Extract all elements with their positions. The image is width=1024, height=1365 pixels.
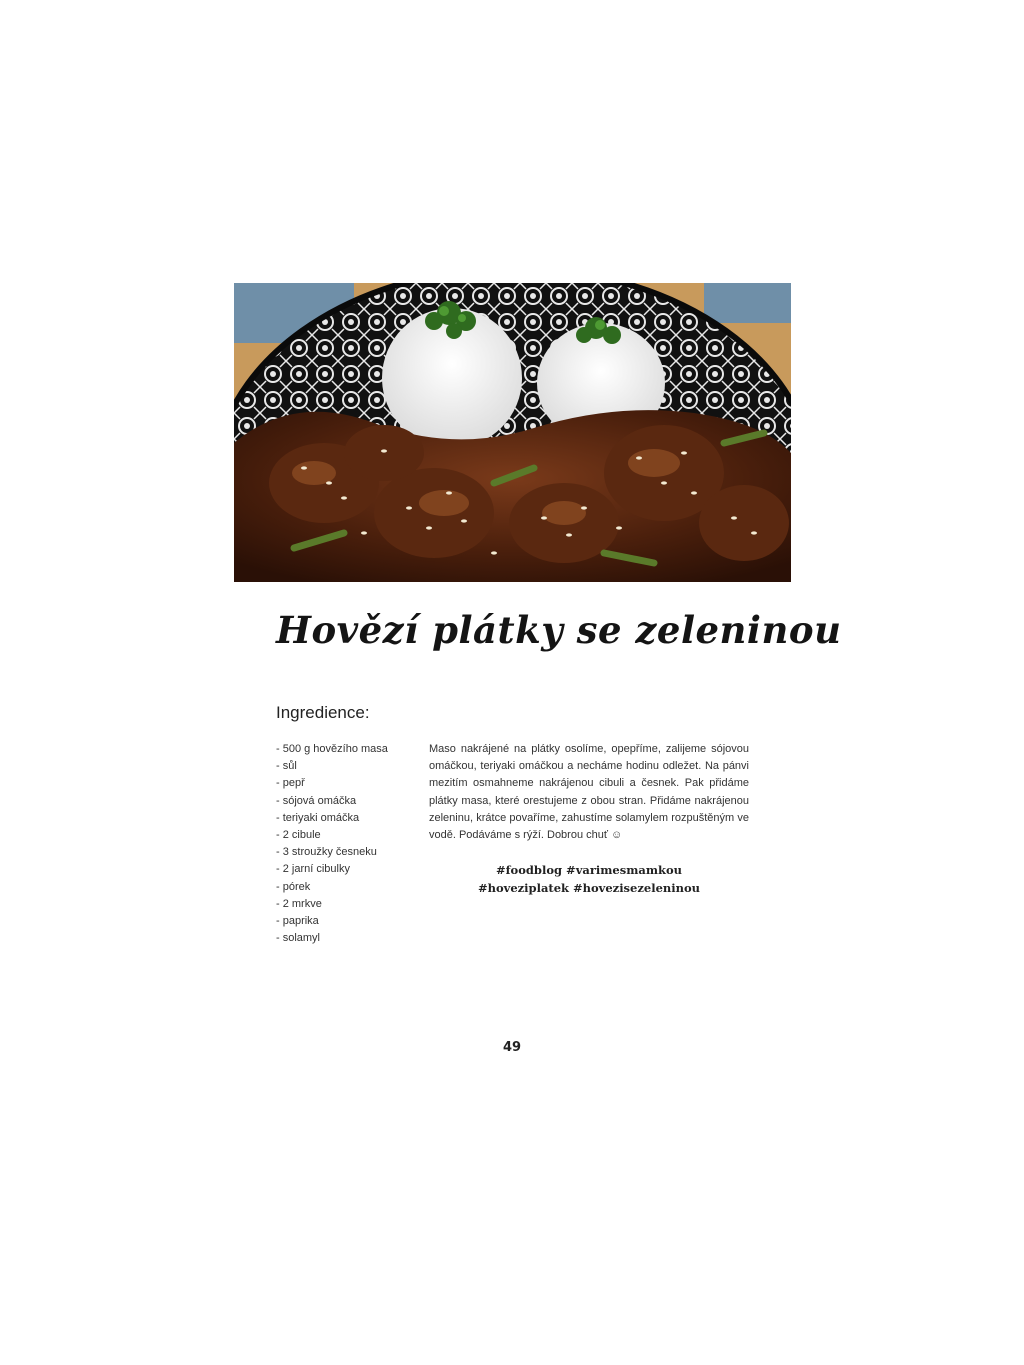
hashtags (429, 861, 749, 897)
ingredient-item: - teriyaki omáčka (276, 811, 360, 824)
ingredient-item: - 2 jarní cibulky (276, 863, 350, 876)
ingredient-item: - paprika (276, 915, 319, 928)
ingredients-heading: Ingredience: (276, 703, 370, 722)
ingredient-item: - pepř (276, 777, 305, 790)
hashtags-line: #hoveziplatek #hovezisezeleninou (477, 881, 701, 895)
ingredient-item: - pórek (276, 880, 311, 893)
method-text: Maso nakrájené na plátky osolíme, opepříme, zalijeme sójovou omáčkou, teriyaki omáčkou a necháme hodinu odležet. Na pánvi mezitím osmahneme nakrájenou cibuli a česnek. Pak přidáme plátky masa, které orestujeme z obou stran. Přidáme nakrájenou zeleninu, krátce povaříme, zahustíme solamylem rozpuštěným ve vodě. Podáváme s rýží. Dobrou chuť ☺ (429, 743, 749, 842)
ingredient-item: - 500 g hovězího masa (276, 743, 388, 755)
recipe-title: Hovězí plátky se zeleninou (276, 608, 842, 652)
ingredient-item: - solamyl (276, 932, 321, 945)
ingredient-item: - 2 mrkve (276, 897, 322, 910)
ingredient-item: - sůl (276, 760, 297, 773)
recipe-photo (234, 283, 791, 582)
ingredient-item: - 2 cibule (276, 829, 321, 842)
page-number: 49 (502, 1040, 522, 1055)
hashtags-line: #foodblog #varimesmamkou (495, 863, 683, 877)
ingredient-item: - sójová omáčka (276, 794, 357, 807)
ingredient-item: - 3 stroužky česneku (276, 846, 377, 859)
ingredients-list (276, 741, 388, 947)
